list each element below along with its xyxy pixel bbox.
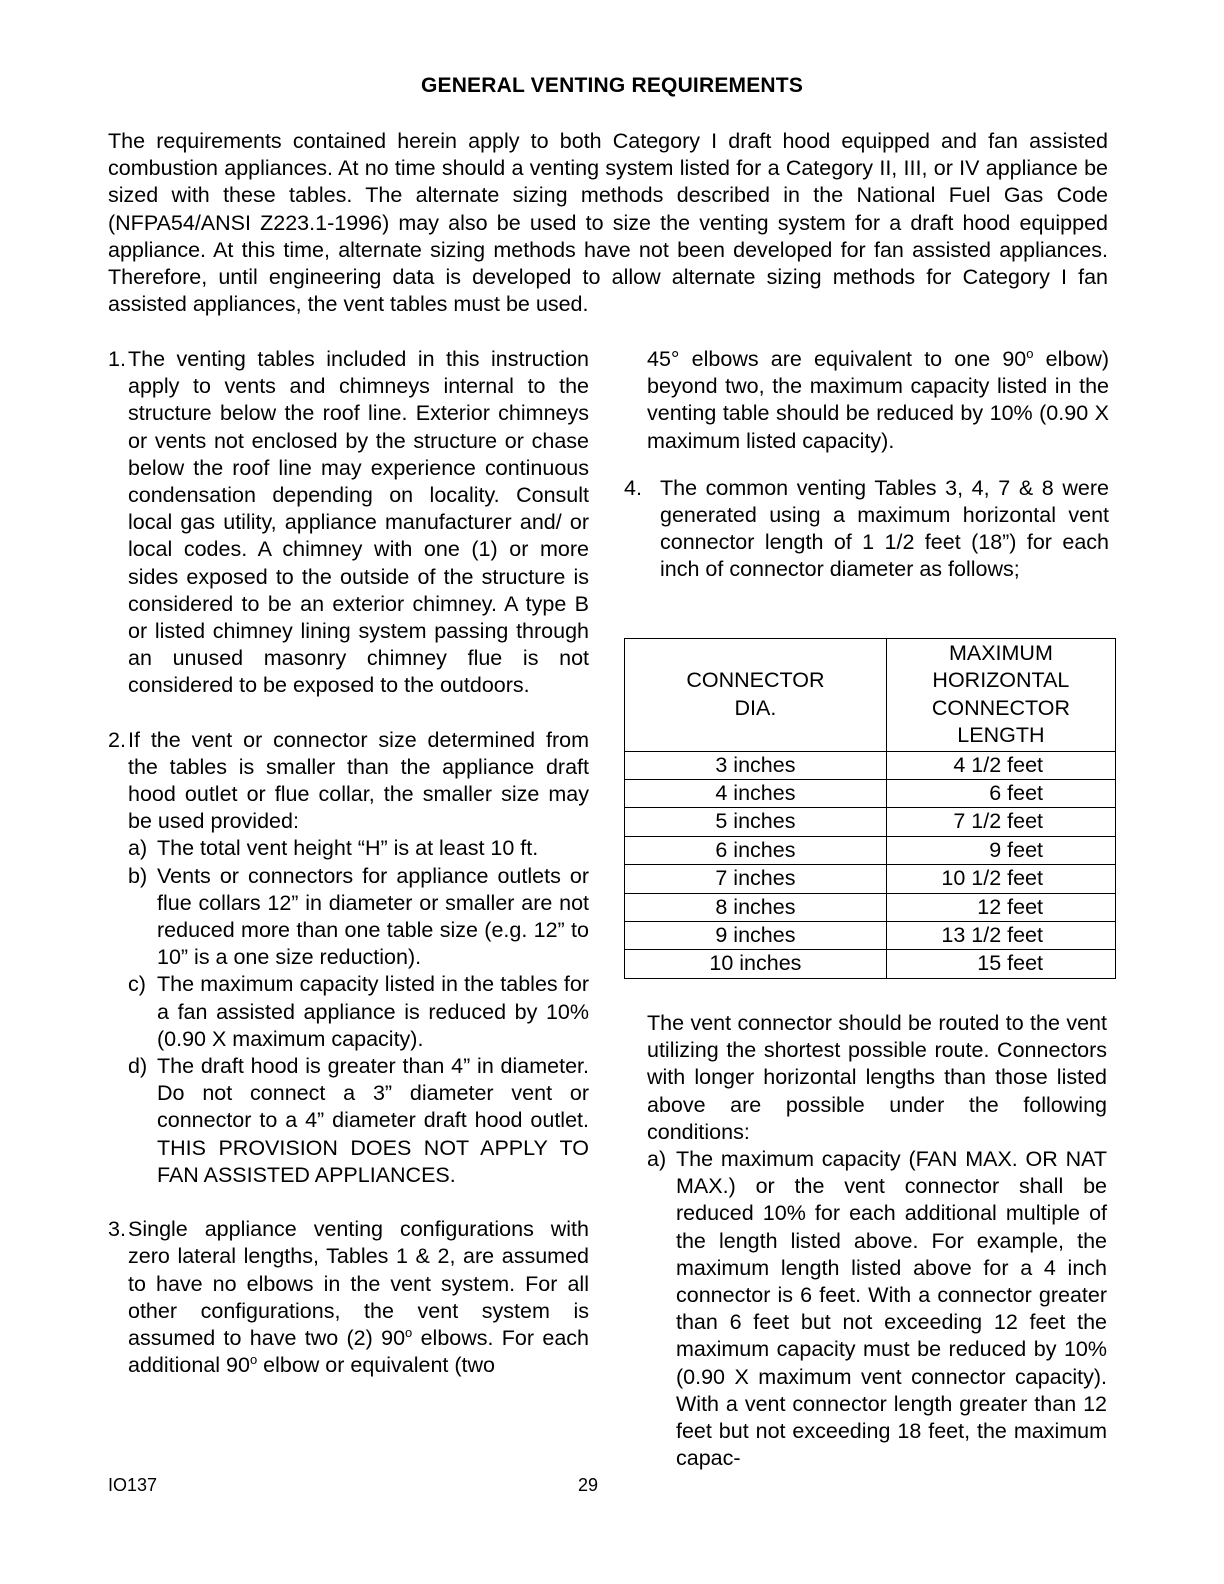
left-column <box>108 346 589 1379</box>
intro-paragraph: The requirements contained herein apply to both Category I draft hood equipped and fan assisted combustion appliances. At no time should a venting system listed for a Category II, III, or IV appliance be sized with these tables. The alternate sizing methods described in the National Fuel Gas Code (NFPA54/ANSI Z223.1-1996) may also be used to size the venting system for a draft hood equipped appliance. At this time, alternate sizing methods have not been developed for fan assisted appliances. Therefore, until engineering data is developed to allow alternate sizing methods for Category I fan assisted appliances, the vent tables must be used. <box>108 129 1108 317</box>
list-number: 4. <box>624 475 642 500</box>
table-row <box>625 950 1116 978</box>
table-cell-dia: 5 inches <box>625 808 887 836</box>
page-number: 29 <box>578 1475 599 1495</box>
after-sub-item-a <box>647 1146 1107 1472</box>
table-cell-length: 6 feet <box>886 780 1115 808</box>
document-id: IO137 <box>108 1475 158 1495</box>
list-text: The venting tables included in this instruction apply to vents and chimneys internal to the structure below the roof line. Exterior chimneys or vents not enclosed by the structure or chase below the roof line may experience continuous condensation depending on locality. Consult local gas utility, appliance manufacturer and/ or local codes. A chimney with one (1) or more sides exposed to the outside of the structure is considered to be an exterior chimney. A type B or listed chimney lining system passing through an unused masonry chimney flue is not considered to be exposed to the outdoors. <box>128 347 589 698</box>
table-cell-dia: 9 inches <box>625 922 887 950</box>
sub-label: b) <box>128 863 148 888</box>
sub-item-a <box>128 835 589 862</box>
list-item-4 <box>624 475 1109 584</box>
after-table-text <box>647 1010 1107 1472</box>
table-header-max-length: MAXIMUM HORIZONTAL CONNECTOR LENGTH <box>886 639 1115 752</box>
page-title: GENERAL VENTING REQUIREMENTS <box>420 74 804 97</box>
list-item-3-continued: 45° elbows are equivalent to one 90$^o$ elbow) beyond two, the maximum capacity listed in the venting table should be reduced by 10% (0.90 X maximum listed capacity). <box>647 345 1110 453</box>
sub-label: a) <box>647 1147 667 1172</box>
table-cell-dia: 4 inches <box>625 780 887 808</box>
table-cell-length: 12 feet <box>886 893 1115 921</box>
table-row <box>625 922 1116 950</box>
table-cell-dia: 10 inches <box>625 950 887 978</box>
sub-text: The maximum capacity (FAN MAX. OR NAT MAX.) or the vent connector shall be reduced 10% for each additional multiple of the length listed above. For example, the maximum length listed above for a 4 inch connector is 6 feet. With a connector greater than 6 feet but not exceeding 12 feet the maximum capacity must be reduced by 10% (0.90 X maximum vent connector capacity). With a vent connector length greater than 12 feet but not exceeding 18 feet, the maximum capac- <box>676 1147 1107 1471</box>
list-number: 2. <box>108 727 126 752</box>
list-number: 1. <box>108 347 126 371</box>
table-cell-length: 9 feet <box>886 836 1115 864</box>
table-row <box>625 836 1116 864</box>
right-column <box>624 346 1109 584</box>
list-item-2 <box>108 727 589 836</box>
sub-label: d) <box>128 1054 148 1079</box>
table-cell-dia: 3 inches <box>625 751 887 779</box>
table-row <box>625 808 1116 836</box>
sub-label: a) <box>128 836 148 861</box>
list-number: 3. <box>108 1217 126 1242</box>
table-row <box>625 751 1116 779</box>
list-text: The common venting Tables 3, 4, 7 & 8 were generated using a maximum horizontal vent connector length of 1 1/2 feet (18”) for each inch of connector diameter as follows; <box>660 475 1109 582</box>
after-table-paragraph: The vent connector should be routed to the vent utilizing the shortest possible route. Connectors with longer horizontal lengths than those listed above are possible under the following conditions: <box>647 1011 1107 1144</box>
table-cell-length: 7 1/2 feet <box>886 808 1115 836</box>
sub-item-b <box>128 863 589 972</box>
table-cell-length: 13 1/2 feet <box>886 922 1115 950</box>
sub-text: Vents or connectors for appliance outlets or flue collars 12” in diameter or smaller are not reduced more than one table size (e.g. 12” to 10” is a one size reduction). <box>157 863 589 970</box>
table-row <box>625 865 1116 893</box>
list-text: If the vent or connector size determined from the tables is smaller than the appliance draft hood outlet or flue collar, the smaller size may be used provided: <box>128 727 589 834</box>
connector-length-table <box>624 638 1116 979</box>
table-cell-dia: 6 inches <box>625 836 887 864</box>
table-row <box>625 780 1116 808</box>
table-cell-dia: 8 inches <box>625 893 887 921</box>
sub-item-d <box>128 1053 589 1189</box>
table-cell-length: 15 feet <box>886 950 1115 978</box>
sub-item-c <box>128 971 589 1053</box>
table-cell-length: 10 1/2 feet <box>886 865 1115 893</box>
table-header-connector-dia: CONNECTOR DIA. <box>625 639 887 752</box>
list-item-3 <box>108 1216 589 1379</box>
table-cell-length: 4 1/2 feet <box>886 751 1115 779</box>
sub-label: c) <box>128 972 146 997</box>
table-row <box>625 893 1116 921</box>
sub-text: The maximum capacity listed in the tables for a fan assisted appliance is reduced by 10% (0.90 X maximum capacity). <box>157 972 589 1051</box>
list-item-1 <box>108 346 589 700</box>
table-cell-dia: 7 inches <box>625 865 887 893</box>
sub-text: The total vent height “H” is at least 10 ft. <box>157 836 539 861</box>
sub-text: The draft hood is greater than 4” in diameter. Do not connect a 3” diameter vent or connector to a 4” diameter draft hood outlet. THIS PROVISION DOES NOT APPLY TO FAN ASSISTED APPLIANCES. <box>157 1054 589 1187</box>
list-text: Single appliance venting configurations with zero lateral lengths, Tables 1 & 2, are assumed to have no elbows in the vent system. For all other configurations, the vent system is assumed to have two (2) 90$^o$ elbows. For each additional 90$^o$ elbow or equivalent (two <box>128 1217 589 1378</box>
